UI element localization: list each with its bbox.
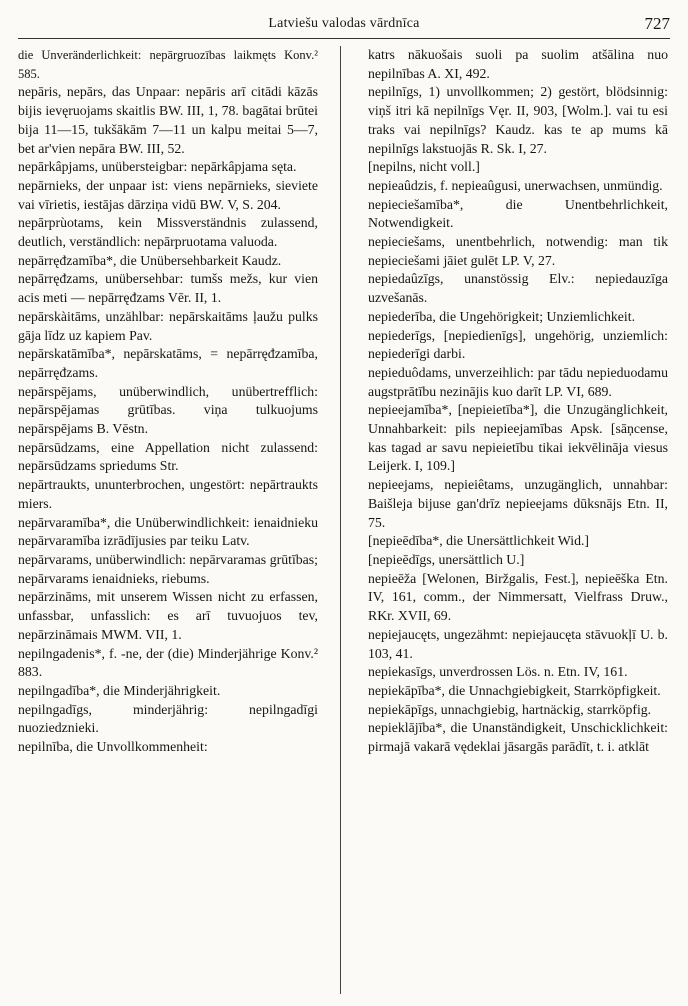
dictionary-entry: nepiedaûzīgs, unanstössig Elv.: nepiedauzīga uzvešanās.: [368, 271, 668, 306]
dictionary-entry: nepārsūdzams, eine Appellation nicht zulassend: nepārsūdzams spriedums Str.: [18, 439, 318, 474]
dictionary-entry: nepiederība, die Ungehörigkeit; Unziemlichkeit.: [368, 308, 636, 324]
dictionary-entry: nepārprùotams, kein Missverständnis zulassend, deutlich, verständlich: nepārpruotama valuoda.: [18, 215, 318, 250]
dictionary-entry: nepieklājība*, die Unanständigkeit, Unschicklichkeit: pirmajā vakarā vędeklai jāsargās parādīt, t. i. atklāt: [368, 720, 668, 755]
dictionary-entry: die Unveränderlichkeit: nepārgruozības laikmęts Konv.² 585.: [18, 48, 318, 81]
dictionary-entry: nepārvaramība*, die Unüberwindlichkeit: ienaidnieku nepārvaramība izrādījusies par teiku Latv.: [18, 514, 318, 549]
dictionary-entry: nepilngadība*, die Minderjährigkeit.: [18, 682, 221, 698]
dictionary-entry: nepārtraukts, ununterbrochen, ungestört: nepārtraukts miers.: [18, 477, 318, 511]
dictionary-entry: nepārspējams, unüberwindlich, unübertrefflich: nepārspējamas grūtības. viņa tulkuojums nepārspējams B. Vēstn.: [18, 383, 318, 437]
dictionary-entry: nepieciešamība*, die Unentbehrlichkeit, Notwendigkeit.: [368, 196, 668, 231]
dictionary-entry: nepilngadenis*, f. -ne, der (die) Minderjährige Konv.² 883.: [18, 645, 318, 680]
dictionary-entry: nepārręđzamība*, die Unübersehbarkeit Kaudz.: [18, 252, 282, 268]
dictionary-entry: [nepieēdīgs, unersättlich U.]: [368, 551, 525, 567]
dictionary-entry: nepārkâpjams, unübersteigbar: nepārkâpjama sęta.: [18, 159, 297, 175]
dictionary-entry: katrs nākuošais suoli pa suolim atšālina nuo nepilnības A. XI, 492.: [368, 47, 668, 81]
dictionary-entry: nepārnieks, der unpaar ist: viens nepārnieks, sieviete vai vīrietis, iestājas dārziņa vidū BW. V, S. 204.: [18, 177, 318, 212]
page-header: [18, 14, 670, 39]
dictionary-entry: [nepieēdība*, die Unersättlichkeit Wid.]: [368, 533, 590, 549]
right-column: [368, 46, 668, 757]
dictionary-entry: nepārzināms, mit unserem Wissen nicht zu erfassen, unfassbar, unfasslich: es arī tuvuojuos tev, nepārzināmais MWM. VII, 1.: [18, 589, 318, 642]
dictionary-entry: nepieejams, nepieiêtams, unzugänglich, unnahbar: Baišleja bijuse gan'drīz nepieejams dūksnājs Etn. II, 75.: [368, 477, 668, 530]
dictionary-entry: nepārręđzams, unübersehbar: tumšs mežs, kur vien acis meti — nepārręđzams Vēr. II, 1.: [18, 271, 318, 306]
dictionary-entry: nepilnība, die Unvollkommenheit:: [18, 739, 208, 755]
page-number: 727: [644, 14, 670, 33]
dictionary-entry: nepieejamība*, [nepieietība*], die Unzugänglichkeit, Unnahbarkeit: pils nepieejamības Apsk. [sāņcense, kas tagad ar savu nepieietību tikai iekvēlināja viesus Leijerk. I, 109.]: [368, 402, 668, 474]
dictionary-entry: nepieaûdzis, f. nepieaûgusi, unerwachsen, unmündig.: [368, 177, 663, 193]
dictionary-entry: nepiekāpība*, die Unnachgiebigkeit, Starrköpfigkeit.: [368, 682, 661, 698]
dictionary-entry: [nepilns, nicht voll.]: [368, 159, 480, 175]
dictionary-entry: nepieēža [Welonen, Biržgalis, Fest.], nepieēška Etn. IV, 161, comm., der Nimmersatt, Vielfrass Druw., RKr. XVII, 69.: [368, 570, 668, 624]
dictionary-entry: nepieduôdams, unverzeihlich: par tādu nepieduodamu augstprātību nezinājis kuo darīt LP. VI, 689.: [368, 364, 668, 399]
dictionary-entry: nepiekasīgs, unverdrossen Lös. n. Etn. IV, 161.: [368, 664, 628, 680]
dictionary-entry: nepieciešams, unentbehrlich, notwendig: man tik nepieciešami jāiet gulēt LP. V, 27.: [368, 234, 668, 268]
dictionary-entry: nepārskàitāms, unzählbar: nepārskaitāms ļaužu pulks gāja līdz uz kapiem Pav.: [18, 308, 318, 343]
dictionary-entry: nepilnīgs, 1) unvollkommen; 2) gestört, blödsinnig: viņš itri kā nepilnīgs Vęr. II, 903, [Wolm.]. vai tu esi traks vai nepilnīgs? Kaudz. kas te ap mums kā nepilnīgs lakstuojās R. Sk. I, 27.: [368, 84, 668, 156]
left-column: [18, 46, 318, 757]
dictionary-entry: nepiederīgs, [nepiedienīgs], ungehörig, unziemlich: nepiederīgi darbi.: [368, 327, 668, 362]
column-divider: [340, 46, 341, 994]
dictionary-entry: nepiekāpīgs, unnachgiebig, hartnäckig, starrköpfig.: [368, 701, 652, 717]
running-title: Latviešu valodas vārdnīca: [268, 16, 420, 31]
dictionary-entry: nepāris, nepārs, das Unpaar: nepāris arī citādi kāzās bijis ievęruojams skaitlis BW. III, 1, 78. bagātai brūtei bija 11—15, tukšākām 7—11 un kalpu meitai 5—7, bet ar'vien nepāra BW. III, 52.: [18, 84, 318, 156]
dictionary-entry: nepilngadīgs, minderjährig: nepilngadīgi nuoziedznieki.: [18, 701, 318, 736]
dictionary-entry: nepārvarams, unüberwindlich: nepārvaramas grūtības; nepārvarams ienaidnieks, riebums.: [18, 551, 318, 586]
dictionary-entry: nepārskatāmība*, nepārskatāms, = nepārręđzamība, nepārręđzams.: [18, 346, 318, 380]
dictionary-entry: nepiejaucęts, ungezähmt: nepiejaucęta stāvuokļī U. b. 103, 41.: [368, 626, 668, 661]
